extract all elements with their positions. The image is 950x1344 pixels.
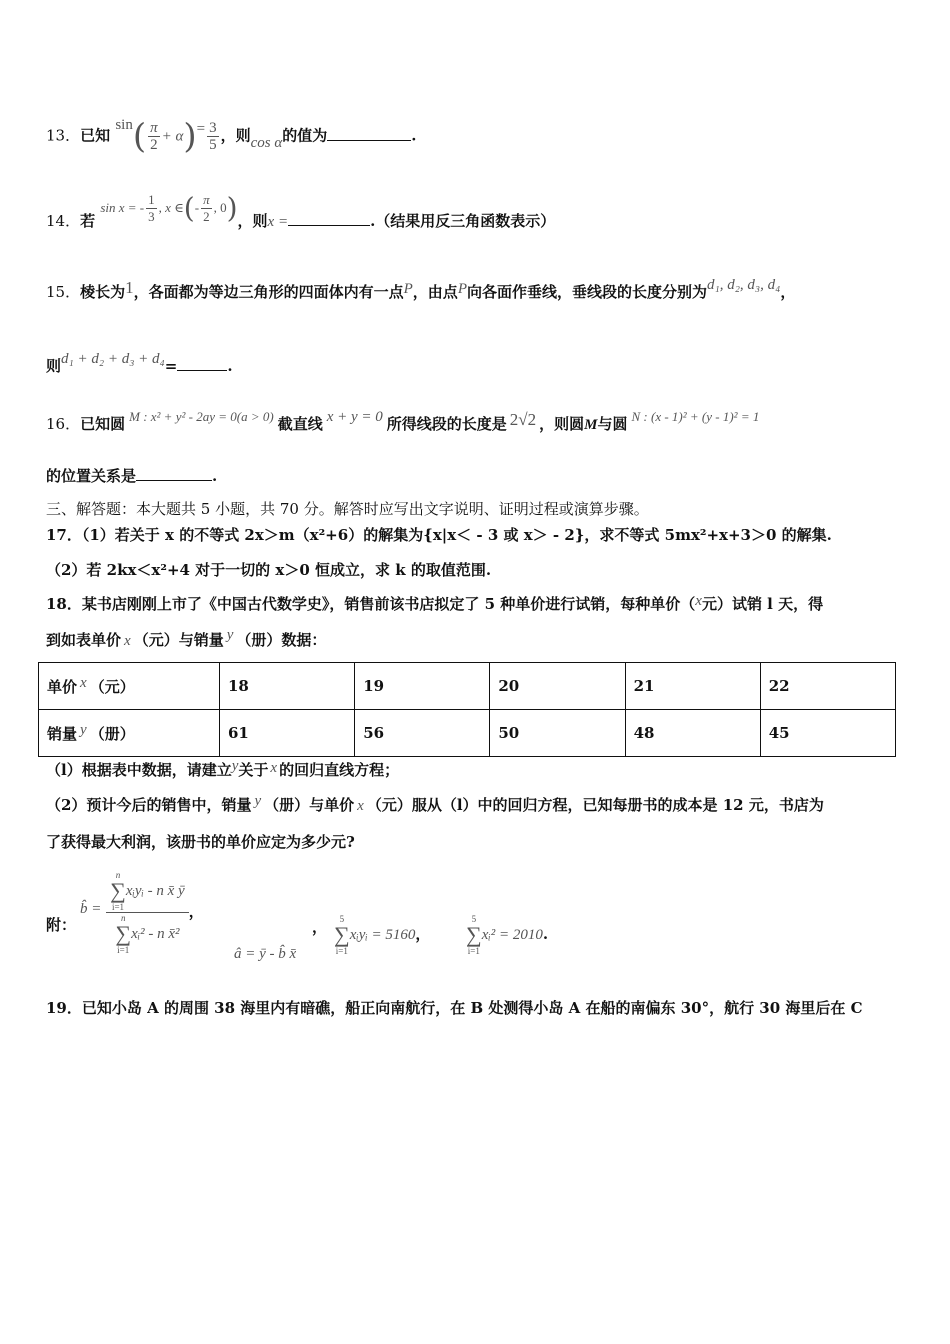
q13-three-fifths: $\frac{3}{5}$ [209, 120, 217, 153]
sum-x2-formula: 5 ∑ i=1 xᵢ² = 2010. [466, 914, 549, 956]
q18-p2-x: x [357, 798, 364, 814]
question-18-part2 [46, 795, 824, 816]
q15-text1: 棱长为 [80, 283, 126, 301]
q15-edge-length: 1 [125, 278, 134, 297]
question-17-part1: 17．（1）若关于 x 的不等式 2x＞m（x²+6）的解集为{x|x＜ - 3 或 x＞ - 2}，求不等式 5mx²+x+3＞0 的解集. [46, 526, 832, 544]
q13-number: 13． [46, 126, 81, 145]
question-18-part2-line2: 了获得最大利润，该册书的单价应定为多少元? [46, 833, 355, 851]
q15-line2-pre: 则 [46, 357, 62, 375]
table-cell: 48 [625, 710, 760, 757]
q14-formula: sin x = - $\frac{1}{3}$ , x ∈(- $\frac{\pi}{2}$ , 0) [100, 191, 238, 225]
question-18-line2 [46, 627, 327, 651]
table-cell: 18 [220, 663, 355, 710]
q16-text2: 截直线 [277, 415, 323, 433]
sum-xy-formula: 5 ∑ i=1 xᵢyᵢ = 5160， [334, 914, 431, 956]
q15-text2: ，各面都为等边三角形的四面体内有一点 [133, 283, 404, 301]
table-cell: 45 [760, 710, 895, 757]
question-16 [46, 409, 760, 435]
q18-var-x: x [695, 593, 702, 609]
q15-line2-end: . [227, 357, 233, 375]
q16-line-equation: x + y = 0 [326, 409, 383, 425]
question-13 [46, 116, 417, 157]
q14-number: 14． [46, 212, 81, 230]
q13-post: 的值为 [282, 126, 328, 145]
q14-post: .（结果用反三角函数表示） [370, 212, 556, 230]
table-cell: 21 [625, 663, 760, 710]
question-18-line1 [46, 594, 823, 615]
q18-part2a: （2）预计今后的销售中，销量 [46, 796, 252, 814]
q18-line2a: 到如表单价 [46, 631, 122, 649]
q15-text3: ，由点 [412, 283, 458, 301]
q15-number: 15． [46, 283, 81, 301]
q14-pre: 若 [80, 212, 96, 230]
q18-line2b: （元）与销量 [133, 631, 224, 649]
q16-text5: 与圆 [597, 415, 628, 433]
q16-line2: 的位置关系是 [46, 467, 137, 485]
q13-end: . [411, 126, 417, 145]
q16-text4: ，则圆 [539, 415, 585, 433]
question-17-part2: （2）若 2kx＜x²+4 对于一切的 x＞0 恒成立，求 k 的取值范围. [46, 561, 492, 579]
q16-text1: 已知圆 [80, 415, 126, 433]
q18-part2b: （册）与单价 [264, 796, 355, 814]
question-15-line2 [46, 351, 233, 377]
q18-line2c: （册）数据： [236, 631, 327, 649]
q18-p2-y: y [254, 793, 262, 809]
q18-part1a: （l）根据表中数据，请建立 [46, 761, 232, 779]
q13-eq: = [196, 120, 206, 137]
q18-line1a: 18．某书店刚刚上市了《中国古代数学史》，销售前该书店拟定了 5 种单价进行试销，每种单价（ [46, 595, 696, 613]
q18-part2c: （元）服从（l）中的回归方程，已知每册书的成本是 12 元，书店为 [366, 796, 824, 814]
table-cell: 19 [355, 663, 490, 710]
q16-length: 2√2 [509, 410, 537, 429]
table-cell: 56 [355, 710, 490, 757]
q16-circle-m: M [584, 417, 598, 433]
q13-pi-over-2: $\frac{\pi}{2}$ [150, 120, 158, 153]
q13-cos: cos α [250, 134, 283, 151]
q13-sin: sin [115, 116, 133, 133]
q16-circle-n-equation: N : (x - 1)² + (y - 1)² = 1 [631, 409, 760, 424]
q14-xeq: x = [267, 214, 289, 230]
price-sales-table [38, 662, 896, 757]
q13-pre: 已知 [80, 126, 111, 145]
table-cell: 22 [760, 663, 895, 710]
q14-mid: ，则 [237, 212, 268, 230]
q13-plus-alpha: + α [161, 128, 184, 145]
table-cell: 50 [490, 710, 625, 757]
q15-sum: d₁ + d₂ + d₃ + d₄ [61, 351, 165, 367]
question-19: 19．已知小岛 A 的周围 38 海里内有暗礁，船正向南航行，在 B 处测得小岛 A 在船的南偏东 30°，航行 30 海里后在 C [46, 999, 863, 1017]
q14-blank [288, 225, 370, 226]
table-cell: 20 [490, 663, 625, 710]
q18-var-y: y [226, 627, 234, 643]
question-18-part1 [46, 760, 399, 781]
appendix-comma: ， [312, 918, 328, 936]
q18-p1-x: x [270, 760, 278, 776]
q13-rparen: ) [183, 116, 197, 157]
q15-text4: 向各面作垂线，垂线段的长度分别为 [466, 283, 707, 301]
q15-line2-eq: = [164, 357, 178, 375]
q16-line2-end: . [212, 467, 218, 485]
q18-part1b: 关于 [238, 761, 269, 779]
q18-part1c: 的回归直线方程； [279, 761, 400, 779]
q13-mid: ，则 [220, 126, 251, 145]
q15-blank [177, 370, 227, 371]
q13-blank [327, 140, 411, 141]
question-15 [46, 277, 796, 303]
question-14 [46, 191, 556, 239]
q15-point-p2: P [457, 281, 467, 297]
q15-point-p: P [403, 281, 413, 297]
a-hat-formula: â = ȳ - b̂ x̄ [234, 946, 297, 962]
table-header-price: 单价 x （元） [39, 663, 220, 710]
question-16-line2 [46, 466, 217, 486]
table-header-sales: 销量 y （册） [39, 710, 220, 757]
q16-blank [136, 480, 212, 481]
q16-circle-m-equation: M : x² + y² - 2ay = 0(a > 0) [129, 409, 274, 424]
q15-text5: ， [780, 283, 796, 301]
table-row [39, 663, 896, 710]
q16-number: 16． [46, 415, 81, 433]
table-row [39, 710, 896, 757]
table-cell: 61 [220, 710, 355, 757]
section-3-heading: 三、解答题：本大题共 5 小题，共 70 分。解答时应写出文字说明、证明过程或演算步骤。 [46, 500, 649, 518]
b-hat-formula: b̂ = n ∑ i=1 xᵢyᵢ - n x̄ ȳ n ∑ i=1 xᵢ² - n x̄² ， [80, 870, 204, 955]
q13-lparen: ( [132, 116, 147, 157]
q18-line1b: 元）试销 l 天，得 [701, 595, 824, 613]
q16-text3: 所得线段的长度是 [386, 415, 507, 433]
q15-distances: d₁, d₂, d₃, d₄ [707, 277, 781, 293]
q18-var-x2: x [124, 633, 131, 649]
q18-appendix-label: 附： [46, 916, 77, 934]
q18-p1-y: y [231, 758, 239, 774]
